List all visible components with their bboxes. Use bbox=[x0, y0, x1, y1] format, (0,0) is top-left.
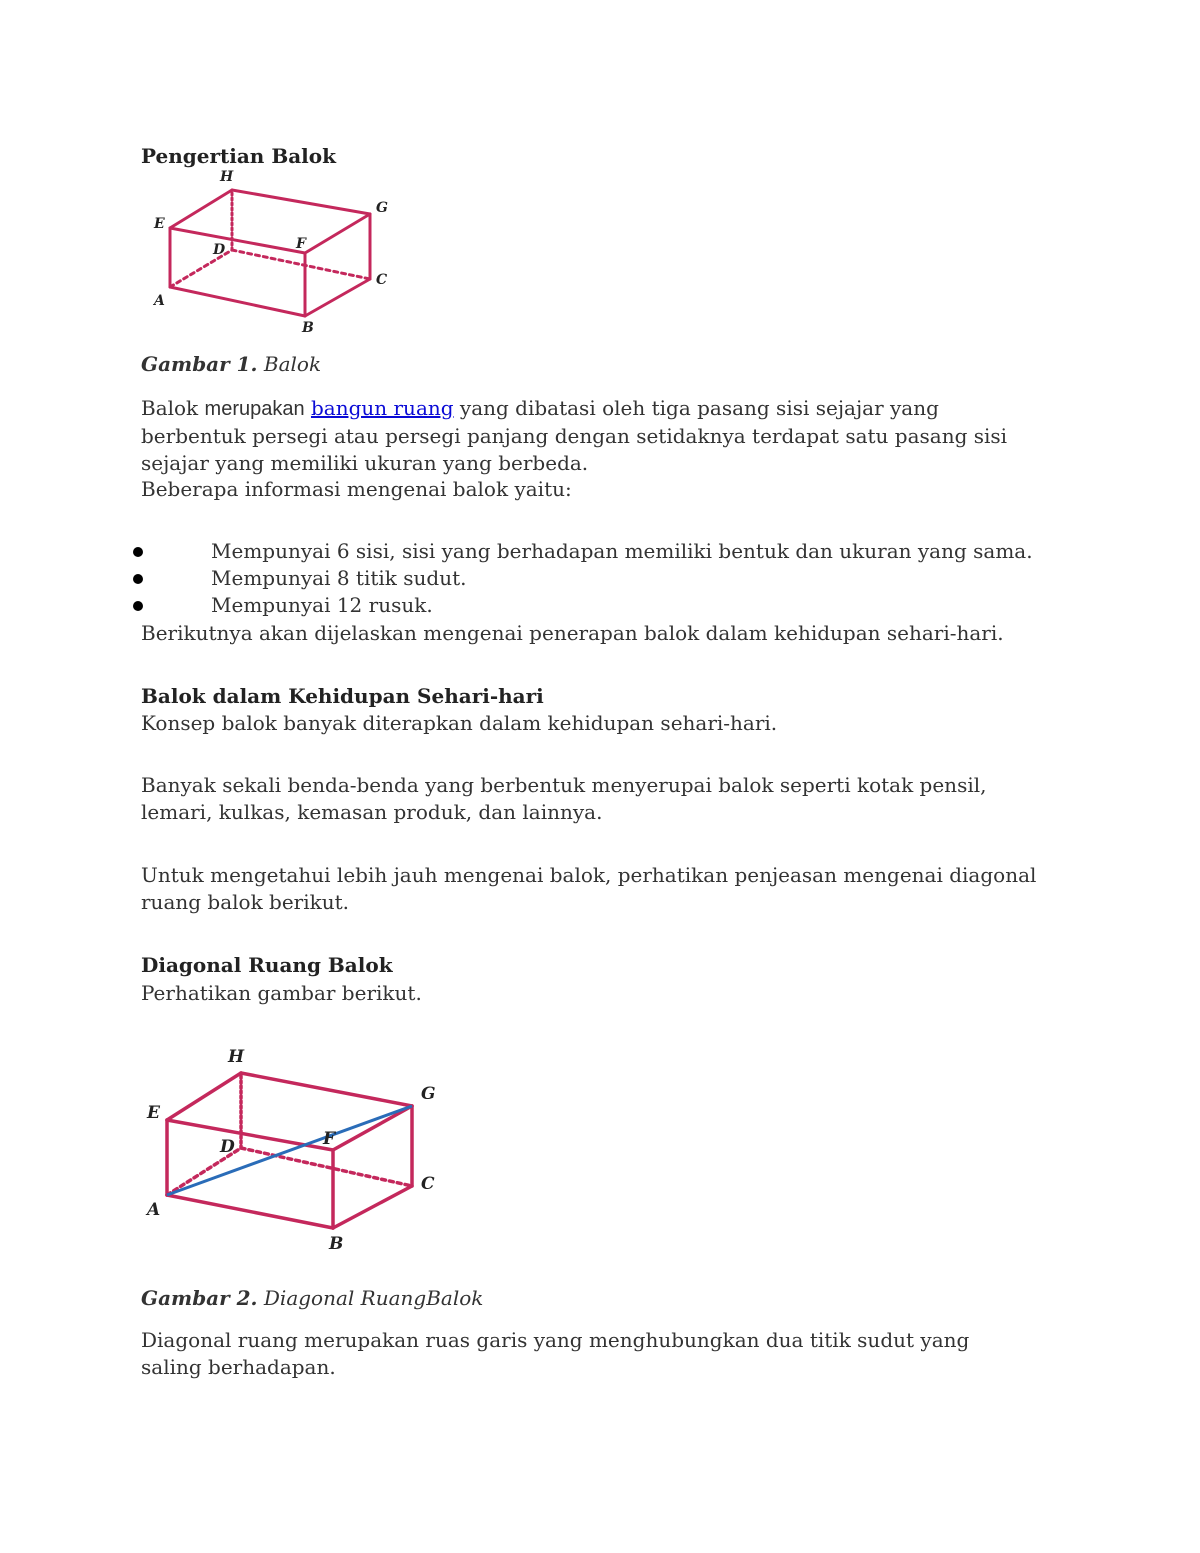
vertex-label-A: A bbox=[154, 293, 165, 309]
heading-kehidupan: Balok dalam Kehidupan Sehari-hari bbox=[141, 684, 544, 708]
edge-DC bbox=[241, 1148, 412, 1186]
edge-GH bbox=[232, 190, 370, 214]
next-sentence: Berikutnya akan dijelaskan mengenai penerapan balok dalam kehidupan sehari-hari. bbox=[141, 621, 1004, 645]
bullet-icon bbox=[133, 574, 143, 584]
vertex-label-G: G bbox=[376, 200, 388, 216]
vertex-label-E: E bbox=[154, 216, 165, 232]
edge-AB bbox=[170, 287, 305, 316]
edge-BC bbox=[333, 1186, 412, 1228]
vertex-label-B: B bbox=[302, 320, 314, 336]
edge-HE bbox=[167, 1073, 241, 1120]
caption-text: Balok bbox=[263, 352, 322, 376]
vertex-label-E: E bbox=[147, 1103, 160, 1123]
vertex-label-H: H bbox=[220, 169, 234, 185]
list-item bbox=[141, 565, 1041, 592]
space-diagonal-AG bbox=[167, 1106, 412, 1195]
para-verb: merupakan bbox=[204, 398, 305, 420]
caption-label: Gambar 2. bbox=[141, 1286, 258, 1310]
para-lead: Balok bbox=[141, 396, 199, 420]
edge-EF bbox=[170, 228, 305, 253]
list-item-text: Mempunyai 6 sisi, sisi yang berhadapan memiliki bentuk dan ukuran yang sama. bbox=[211, 539, 1033, 563]
info-list bbox=[141, 538, 1041, 619]
vertex-label-C: C bbox=[376, 272, 388, 288]
vertex-label-C: C bbox=[421, 1174, 435, 1194]
list-item bbox=[141, 538, 1041, 565]
vertex-label-A: A bbox=[147, 1200, 161, 1220]
bullet-icon bbox=[133, 547, 143, 557]
edge-BC bbox=[305, 279, 370, 316]
kehidupan-p3: Untuk mengetahui lebih jauh mengenai balok, perhatikan penjeasan mengenai diagonal ruang balok berikut. bbox=[141, 863, 1037, 914]
kehidupan-p2: Banyak sekali benda-benda yang berbentuk menyerupai balok seperti kotak pensil, lemari, kulkas, kemasan produk, dan lainnya. bbox=[141, 773, 987, 824]
vertex-label-G: G bbox=[421, 1084, 436, 1104]
figure-2-cuboid-diagonal bbox=[140, 1040, 450, 1255]
caption-text: Diagonal RuangBalok bbox=[263, 1286, 484, 1310]
heading-diagonal: Diagonal Ruang Balok bbox=[141, 953, 393, 977]
edge-DC bbox=[232, 250, 370, 279]
edge-AB bbox=[167, 1195, 333, 1228]
caption-label: Gambar 1. bbox=[141, 352, 258, 376]
vertex-label-F: F bbox=[323, 1129, 336, 1149]
diagonal-definition: Diagonal ruang merupakan ruas garis yang menghubungkan dua titik sudut yang saling berhadapan. bbox=[141, 1328, 970, 1379]
vertex-label-H: H bbox=[228, 1047, 245, 1067]
figure-1-cuboid bbox=[140, 165, 410, 340]
diagonal-intro: Perhatikan gambar berikut. bbox=[141, 981, 422, 1005]
edge-FG bbox=[305, 214, 370, 253]
bullet-icon bbox=[133, 601, 143, 611]
vertex-label-B: B bbox=[329, 1234, 344, 1254]
vertex-label-D: D bbox=[213, 242, 226, 258]
vertex-label-D: D bbox=[220, 1137, 235, 1157]
info-intro: Beberapa informasi mengenai balok yaitu: bbox=[141, 477, 572, 501]
kehidupan-p1: Konsep balok banyak diterapkan dalam kehidupan sehari-hari. bbox=[141, 711, 778, 735]
edge-EF bbox=[167, 1120, 333, 1150]
para-rest: yang dibatasi oleh tiga pasang sisi sejajar yang berbentuk persegi atau persegi panjang dengan setidaknya terdapat satu pasang sisi sejajar yang memiliki ukuran yang berbeda. bbox=[141, 396, 1008, 475]
list-item-text: Mempunyai 12 rusuk. bbox=[211, 593, 433, 617]
edge-FG bbox=[333, 1106, 412, 1150]
heading-pengertian-balok: Pengertian Balok bbox=[141, 144, 336, 168]
vertex-label-F: F bbox=[296, 236, 306, 252]
list-item bbox=[141, 592, 1041, 619]
figure-2-caption bbox=[141, 1285, 1041, 1312]
paragraph-definition bbox=[141, 395, 1041, 477]
edge-HE bbox=[170, 190, 232, 228]
figure-1-caption bbox=[141, 351, 1041, 378]
edge-GH bbox=[241, 1073, 412, 1106]
link-bangun-ruang[interactable]: bangun ruang bbox=[310, 396, 454, 420]
list-item-text: Mempunyai 8 titik sudut. bbox=[211, 566, 467, 590]
